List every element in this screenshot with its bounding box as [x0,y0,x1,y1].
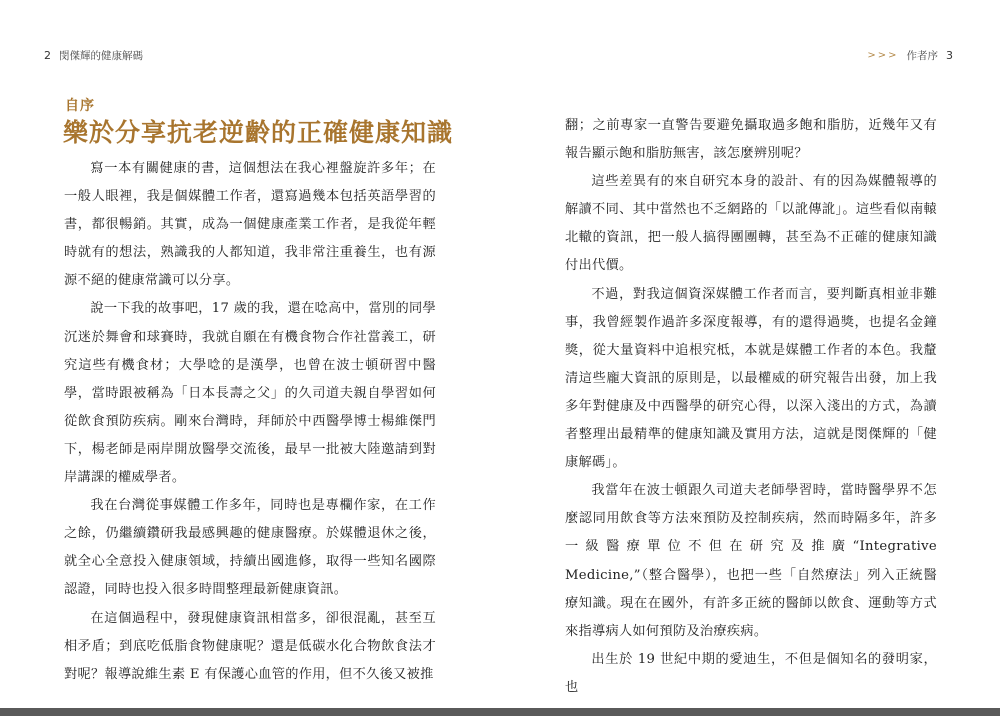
page-number-right: 3 [946,49,953,62]
page-number-left: 2 [44,49,51,62]
right-page [500,0,1000,708]
section-label: 自序 [65,98,95,114]
left-page [0,0,500,708]
paragraph: 這些差異有的來自研究本身的設計、有的因為媒體報導的解讀不同、其中當然也不乏網路的「以訛傳訛」。這些看似南轅北轍的資訊，把一般人搞得團團轉，甚至為不正確的健康知識付出代價。 [565,174,937,274]
paragraph: 我在台灣從事媒體工作多年，同時也是專欄作家，在工作之餘，仍繼續鑽研我最感興趣的健康醫療。於媒體退休之後，就全心全意投入健康領域，持續出國進修，取得一些知名國際認證，同時也投入很多時間整理最新健康資訊。 [64,498,436,598]
paragraph: 出生於 19 世紀中期的愛迪生，不但是個知名的發明家，也 [565,651,937,695]
paragraph: 在這個過程中，發現健康資訊相當多，卻很混亂，甚至互相矛盾；到底吃低脂食物健康呢？還是低碳水化合物飲食法才對呢？報導說維生素 E 有保護心血管的作用，但不久後又被推 [64,610,436,682]
paragraph: 翻；之前專家一直警告要避免攝取過多飽和脂肪，近幾年又有報告顯示飽和脂肪無害，該怎麼辨別呢？ [565,118,937,162]
bottom-bar [0,708,1000,716]
right-body-text [565,112,937,702]
section-header: 作者序 [906,50,938,62]
paragraph: 不過，對我這個資深媒體工作者而言，要判斷真相並非難事，我曾經製作過許多深度報導，有的還得過獎，也提名金鐘獎，從大量資料中追根究柢，本就是媒體工作者的本色。我釐清這些龐大資訊的原則是，以最權威的研究報告出發，加上我多年對健康及中西醫學的研究心得，以深入淺出的方式，為讀者整理出最精準的健康知識及實用方法，這就是閔傑輝的「健康解碼」。 [565,286,937,471]
paragraph: 說一下我的故事吧，17 歲的我，還在唸高中，當別的同學沉迷於舞會和球賽時，我就自願在有機食物合作社當義工，研究這些有機食材；大學唸的是漢學，也曾在波士頓研習中醫學，當時跟被稱為「日本長壽之父」的久司道夫親自學習如何從飲食預防疾病。剛來台灣時，拜師於中西醫學博士楊維傑門下，楊老師是兩岸開放醫學交流後，最早一批被大陸邀請到對岸講課的權威學者。 [64,301,436,486]
paragraph: 我當年在波士頓跟久司道夫老師學習時，當時醫學界不怎麼認同用飲食等方法來預防及控制疾病，然而時隔多年，許多一級醫療單位不但在研究及推廣“Integrative Medicine,”（整合醫學），也把一些「自然療法」列入正統醫療知識。現在在國外，有許多正統的醫師以飲食、運動等方式來指導病人如何預防及治療疾病。 [565,483,937,639]
book-title-header: 閔傑輝的健康解碼 [59,50,143,62]
left-body-text [64,155,436,689]
chapter-title: 樂於分享抗老逆齡的正確健康知識 [63,118,454,147]
chevron-right-icon: >>> [867,50,899,61]
running-head-left [44,48,143,63]
paragraph: 寫一本有關健康的書，這個想法在我心裡盤旋許多年；在一般人眼裡，我是個媒體工作者，還寫過幾本包括英語學習的書，都很暢銷。其實，成為一個健康產業工作者，是我從年輕時就有的想法，熟識我的人都知道，我非常注重養生，也有源源不絕的健康常識可以分享。 [64,161,436,289]
running-head-right [867,48,953,63]
